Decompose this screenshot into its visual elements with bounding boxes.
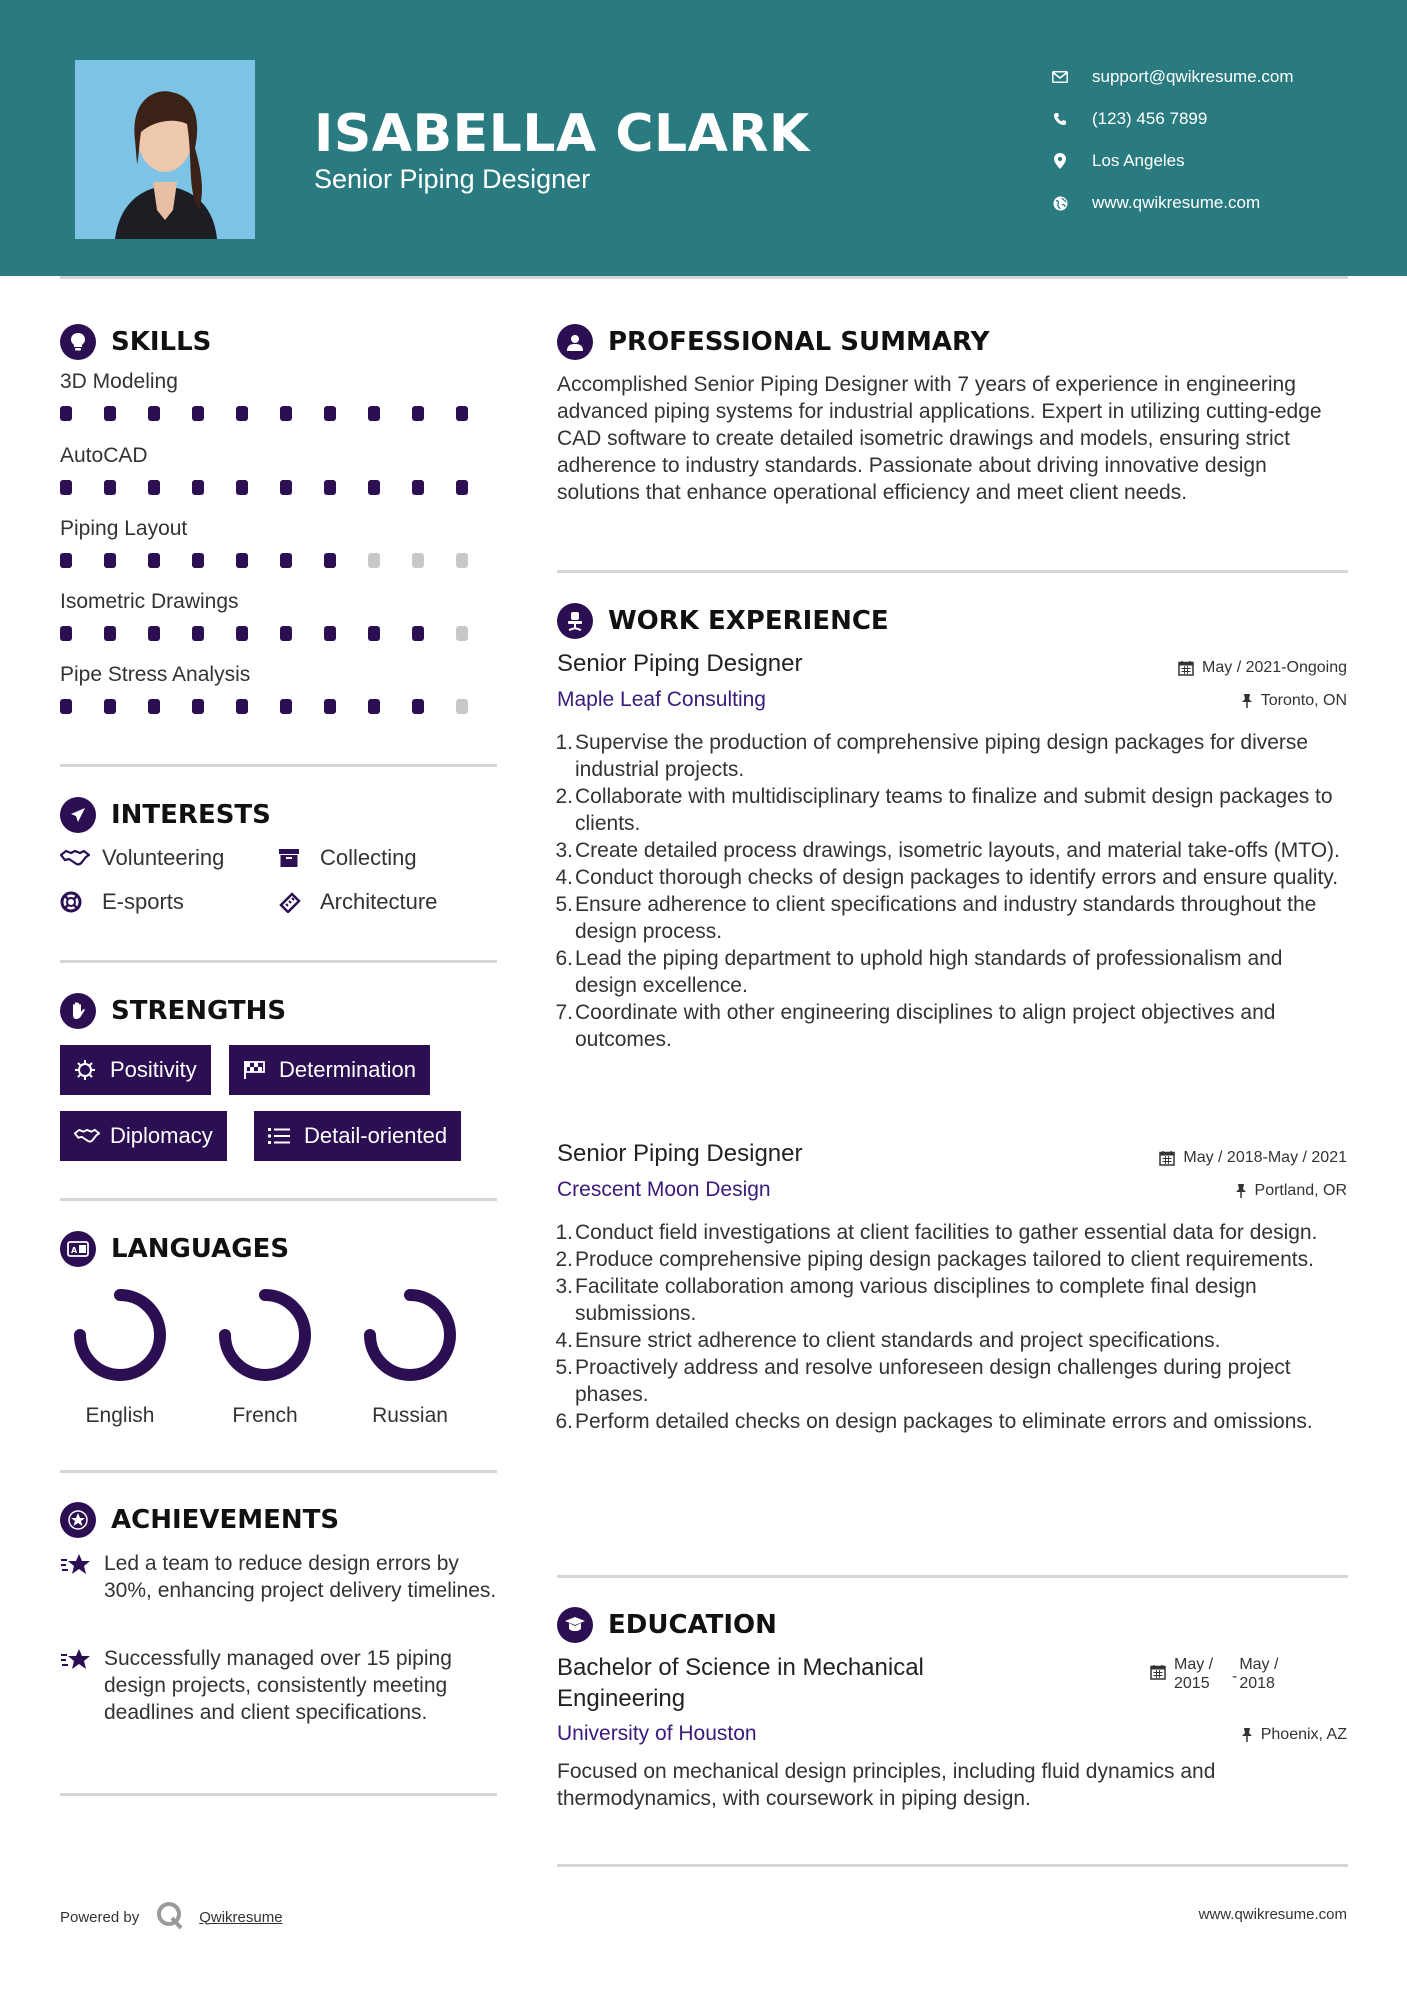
skill-name: Pipe Stress Analysis — [60, 663, 251, 686]
skill-dot-filled — [192, 626, 204, 641]
language-label: English — [85, 1404, 155, 1427]
pushpin-icon — [1235, 1183, 1247, 1199]
skill-dot-filled — [368, 480, 380, 495]
header-divider — [60, 276, 1348, 279]
school-name: University of Houston — [557, 1722, 757, 1745]
calendar-icon — [1159, 1150, 1175, 1166]
strength-chip: Diplomacy — [60, 1111, 227, 1161]
skill-dot-filled — [148, 553, 160, 568]
company-name: Crescent Moon Design — [557, 1178, 771, 1201]
skill-dot-filled — [280, 699, 292, 714]
skill-rating — [60, 626, 500, 641]
skill-item — [60, 444, 500, 495]
skill-dot-empty — [456, 699, 468, 714]
skill-name: 3D Modeling — [60, 370, 178, 393]
skill-dot-filled — [148, 406, 160, 421]
star-badge-icon — [60, 1502, 96, 1538]
profile-photo — [75, 60, 255, 239]
footer-url[interactable]: www.qwikresume.com — [1198, 1906, 1347, 1923]
qwikresume-logo-icon — [155, 1900, 185, 1934]
skill-dot-filled — [104, 553, 116, 568]
skill-dot-filled — [368, 699, 380, 714]
section-divider — [557, 1864, 1348, 1867]
skill-dot-filled — [236, 626, 248, 641]
list-item: 1. Supervise the production of comprehensive piping design packages for diverse industrial projects. — [555, 731, 1309, 781]
resume-header — [0, 0, 1407, 276]
contact-website[interactable] — [1050, 182, 1294, 224]
strength-chip: Positivity — [60, 1045, 211, 1095]
language-icon — [60, 1231, 96, 1267]
education-location: Phoenix, AZ — [1241, 1726, 1347, 1744]
contact-phone-text: (123) 456 7899 — [1092, 109, 1208, 128]
skill-item — [60, 517, 500, 568]
contact-email[interactable] — [1050, 56, 1294, 98]
skill-dot-filled — [236, 553, 248, 568]
education-dates: May / 2015 - May / 2018 — [1150, 1655, 1278, 1693]
star-icon — [60, 1552, 92, 1604]
skill-dot-filled — [236, 406, 248, 421]
sun-icon — [74, 1059, 100, 1081]
interest-item: Volunteering — [60, 845, 224, 871]
job-date: May / 2021-Ongoing — [1178, 659, 1347, 677]
candidate-name: ISABELLA CLARK — [314, 104, 810, 164]
degree-title: Bachelor of Science in Mechanical Engineering — [557, 1654, 924, 1712]
skill-dot-filled — [60, 480, 72, 495]
skill-dot-filled — [368, 626, 380, 641]
section-divider — [60, 1198, 497, 1201]
section-divider — [60, 1793, 497, 1796]
section-divider — [557, 570, 1348, 573]
achievement-item: Led a team to reduce design errors by 30%, enhancing project delivery timelines. — [60, 1550, 500, 1604]
skill-dot-filled — [324, 406, 336, 421]
ruler-pencil-icon — [278, 890, 308, 914]
list-item: 3. Facilitate collaboration among various disciplines to complete final design submissions. — [555, 1275, 1257, 1325]
skill-rating — [60, 480, 500, 495]
footer-powered-by: Powered by Qwikresume — [60, 1900, 283, 1934]
skill-dot-filled — [324, 480, 336, 495]
skill-name: Isometric Drawings — [60, 590, 239, 613]
svg-text:A: A — [71, 1246, 78, 1255]
skill-dot-filled — [368, 406, 380, 421]
list-item: 2. Collaborate with multidisciplinary teams to finalize and submit design packages to clients. — [555, 785, 1333, 835]
skill-dot-empty — [412, 553, 424, 568]
skill-dot-filled — [148, 699, 160, 714]
lightbulb-icon — [60, 324, 96, 360]
star-icon — [60, 1647, 92, 1726]
job-title: Senior Piping Designer — [557, 1140, 803, 1167]
language-item — [205, 1285, 325, 1428]
experience-heading: WORK EXPERIENCE — [557, 603, 889, 639]
list-item: 6. Perform detailed checks on design packages to eliminate errors and omissions. — [555, 1410, 1313, 1433]
location-pin-icon — [1050, 151, 1070, 171]
skill-rating — [60, 553, 500, 568]
list-item: 4. Conduct thorough checks of design packages to identify errors and ensure quality. — [555, 866, 1339, 889]
skill-dot-filled — [192, 699, 204, 714]
achievements-heading: ACHIEVEMENTS — [60, 1502, 339, 1538]
skill-item — [60, 370, 500, 421]
skill-rating — [60, 699, 500, 714]
raised-hand-icon — [60, 993, 96, 1029]
globe-icon — [1050, 193, 1070, 213]
contact-list — [1050, 56, 1294, 224]
language-level-arc — [370, 1295, 450, 1375]
list-item: 4. Ensure strict adherence to client standards and project specifications. — [555, 1329, 1221, 1352]
education-start-date: May / 2015 — [1174, 1656, 1214, 1692]
skill-dot-filled — [456, 406, 468, 421]
list-item: 3. Create detailed process drawings, isometric layouts, and material take-offs (MTO). — [555, 839, 1340, 862]
summary-text: Accomplished Senior Piping Designer with 7 years of experience in engineering advanced piping systems for industrial applications. Expert in utilizing cutting-edge CAD software to create detailed isometric drawings and models, ensuring strict adherence to industry standards. Passionate about driving innovative design solutions that enhance operational efficiency and meet client needs. — [557, 373, 1322, 504]
skill-dot-filled — [236, 699, 248, 714]
pushpin-icon — [1241, 693, 1253, 709]
list-item: 5. Ensure adherence to client specifications and industry standards throughout the design process. — [555, 893, 1317, 943]
education-heading: EDUCATION — [557, 1607, 777, 1643]
list-item: 1. Conduct field investigations at client facilities to gather essential data for design. — [555, 1221, 1318, 1244]
skill-item — [60, 590, 500, 641]
skill-item — [60, 663, 500, 714]
skill-dot-filled — [412, 626, 424, 641]
skill-dot-filled — [192, 406, 204, 421]
skill-dot-filled — [280, 480, 292, 495]
skill-dot-filled — [60, 699, 72, 714]
skill-dot-filled — [60, 553, 72, 568]
job-responsibilities — [557, 729, 1347, 1053]
strength-chip: Determination — [229, 1045, 430, 1095]
language-label: French — [232, 1404, 298, 1427]
education-end-date: May / 2018 — [1239, 1656, 1279, 1692]
skill-dot-filled — [60, 406, 72, 421]
contact-email-text: support@qwikresume.com — [1092, 67, 1294, 86]
education-description: Focused on mechanical design principles, including fluid dynamics and thermodynamics, with coursework in piping design. — [557, 1760, 1216, 1810]
list-item: 6. Lead the piping department to uphold high standards of professionalism and design excellence. — [555, 947, 1283, 997]
flag-icon — [243, 1059, 269, 1081]
section-divider — [60, 1470, 497, 1473]
language-gauge — [70, 1285, 170, 1385]
skill-dot-filled — [280, 406, 292, 421]
job-date: May / 2018-May / 2021 — [1159, 1149, 1347, 1167]
skill-rating — [60, 406, 500, 421]
list-item: 2. Produce comprehensive piping design packages tailored to client requirements. — [555, 1248, 1314, 1271]
skill-dot-filled — [324, 553, 336, 568]
skill-dot-filled — [324, 626, 336, 641]
skill-dot-filled — [192, 480, 204, 495]
job-location: Toronto, ON — [1241, 692, 1347, 710]
skill-dot-filled — [412, 699, 424, 714]
strengths-heading: STRENGTHS — [60, 993, 286, 1029]
skill-dot-empty — [456, 626, 468, 641]
contact-location — [1050, 140, 1294, 182]
calendar-icon — [1178, 660, 1194, 676]
language-gauge — [360, 1285, 460, 1385]
skill-dot-filled — [412, 480, 424, 495]
skill-dot-filled — [104, 699, 116, 714]
company-name: Maple Leaf Consulting — [557, 688, 766, 711]
languages-heading: A LANGUAGES — [60, 1231, 289, 1267]
language-level-arc — [80, 1295, 160, 1375]
skill-dot-filled — [324, 699, 336, 714]
lifebuoy-icon — [60, 890, 90, 914]
language-item — [60, 1285, 180, 1428]
job-responsibilities — [557, 1219, 1347, 1435]
summary-heading: PROFESSIONAL SUMMARY — [557, 324, 989, 360]
handshake-icon — [60, 846, 90, 870]
list-icon — [268, 1125, 294, 1147]
skill-dot-filled — [456, 480, 468, 495]
skill-dot-empty — [456, 553, 468, 568]
interest-item: Architecture — [278, 889, 437, 915]
language-level-arc — [225, 1295, 305, 1375]
calendar-icon — [1150, 1664, 1166, 1685]
language-item — [350, 1285, 470, 1428]
brand-link[interactable]: Qwikresume — [199, 1908, 283, 1926]
list-item: 7. Coordinate with other engineering disciplines to align project objectives and outcomes. — [555, 1001, 1276, 1051]
skill-name: Piping Layout — [60, 517, 188, 540]
skill-dot-filled — [104, 626, 116, 641]
office-chair-icon — [557, 603, 593, 639]
achievement-item: Successfully managed over 15 piping design projects, consistently meeting deadlines and client specifications. — [60, 1645, 500, 1726]
graduate-icon — [557, 1607, 593, 1643]
language-gauge — [215, 1285, 315, 1385]
contact-website-text: www.qwikresume.com — [1092, 193, 1261, 212]
envelope-icon — [1050, 67, 1070, 87]
user-icon — [557, 324, 593, 360]
skill-dot-filled — [280, 553, 292, 568]
job-title: Senior Piping Designer — [557, 650, 803, 677]
pushpin-icon — [1241, 1727, 1253, 1743]
list-item: 5. Proactively address and resolve unforeseen design challenges during project phases. — [555, 1356, 1291, 1406]
archive-box-icon — [278, 846, 308, 870]
skills-heading: SKILLS — [60, 324, 211, 360]
skill-dot-filled — [148, 480, 160, 495]
skill-name: AutoCAD — [60, 444, 148, 467]
paper-plane-icon — [60, 797, 96, 833]
skill-dot-filled — [60, 626, 72, 641]
contact-location-text: Los Angeles — [1092, 151, 1185, 170]
interests-heading: INTERESTS — [60, 797, 271, 833]
strength-chip: Detail-oriented — [254, 1111, 461, 1161]
skill-dot-filled — [280, 626, 292, 641]
section-divider — [60, 764, 497, 767]
candidate-role: Senior Piping Designer — [314, 164, 591, 194]
contact-phone[interactable] — [1050, 98, 1294, 140]
phone-icon — [1050, 109, 1070, 129]
section-divider — [557, 1575, 1348, 1578]
skill-dot-filled — [104, 406, 116, 421]
section-divider — [60, 960, 497, 963]
skill-dot-filled — [104, 480, 116, 495]
skill-dot-filled — [192, 553, 204, 568]
handshake-icon — [74, 1125, 100, 1147]
interest-item: Collecting — [278, 845, 417, 871]
interest-item: E-sports — [60, 889, 184, 915]
job-location: Portland, OR — [1235, 1182, 1347, 1200]
skill-dot-filled — [236, 480, 248, 495]
skill-dot-filled — [148, 626, 160, 641]
skill-dot-filled — [412, 406, 424, 421]
language-label: Russian — [372, 1404, 448, 1427]
skill-dot-empty — [368, 553, 380, 568]
